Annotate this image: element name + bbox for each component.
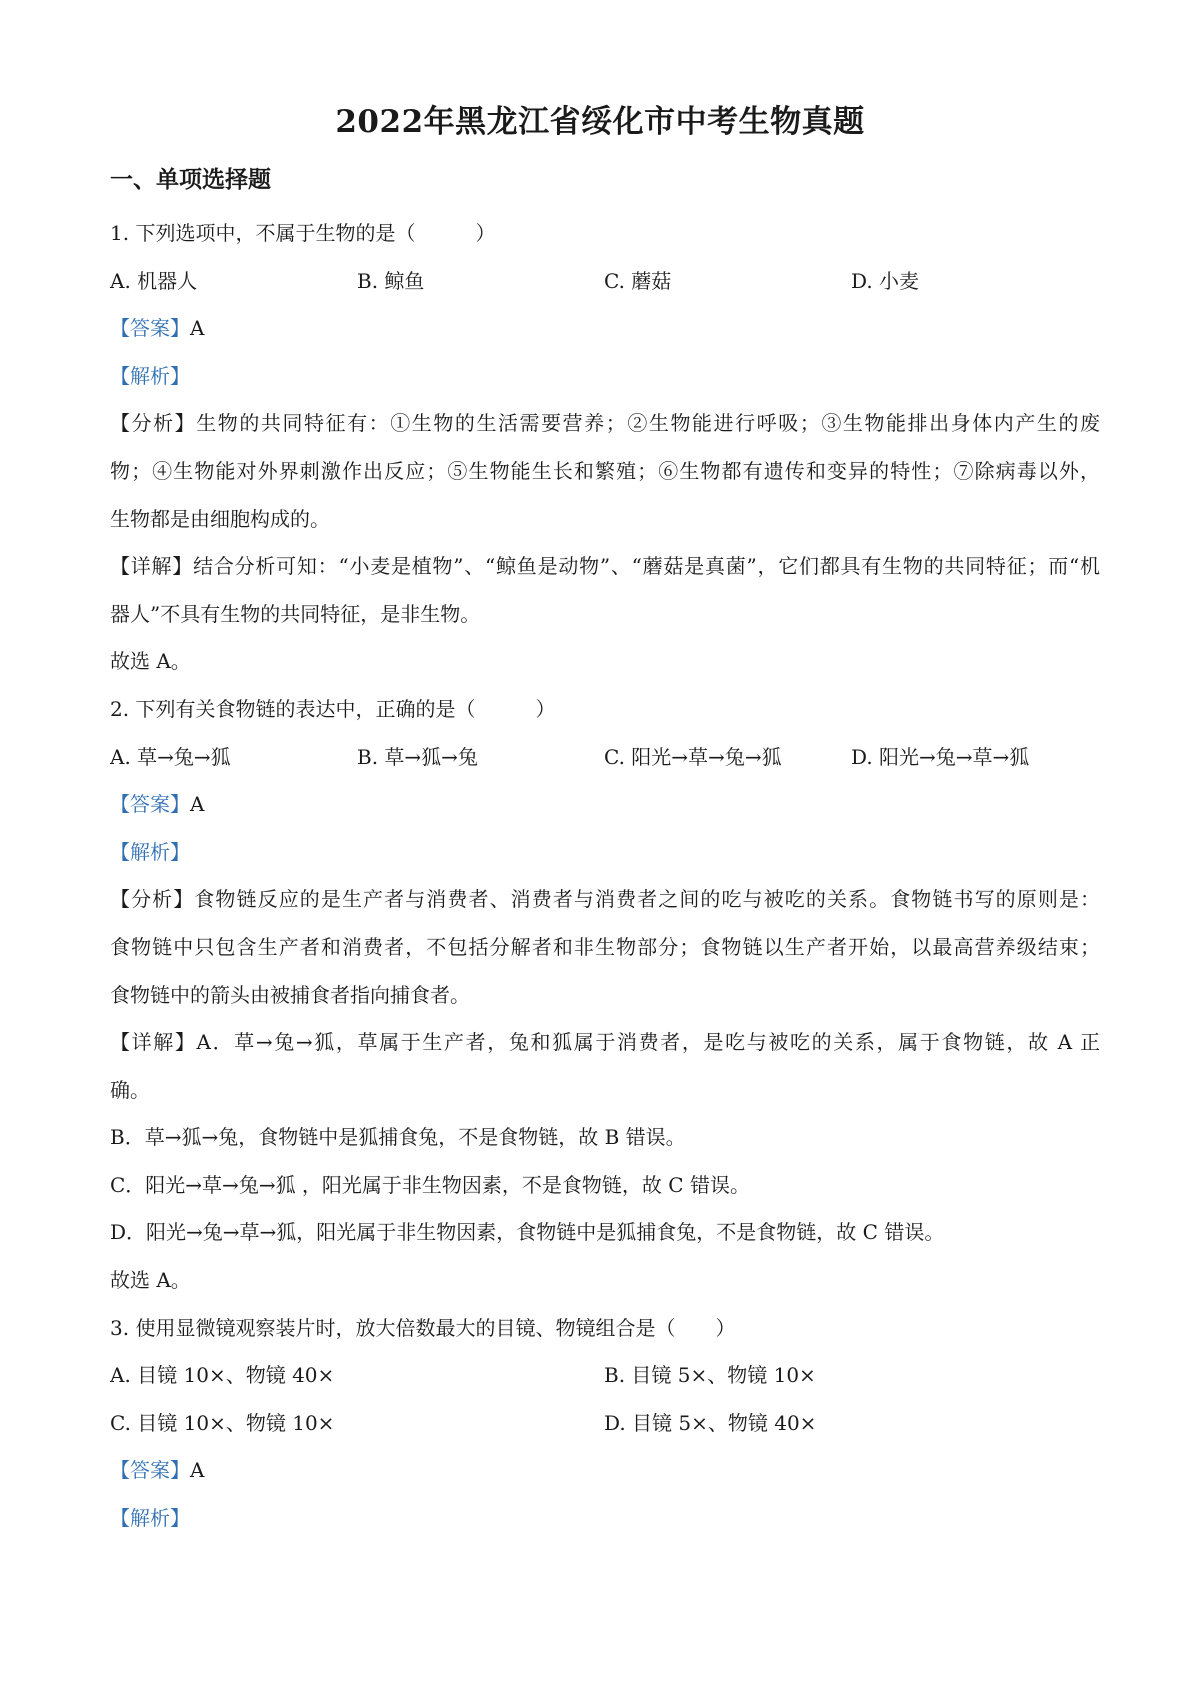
- question-1-stem: 1. 下列选项中，不属于生物的是（ ）: [110, 221, 496, 245]
- detail-line: 确。: [110, 1077, 150, 1102]
- answer-value: A: [190, 1458, 205, 1483]
- answer-value: A: [190, 792, 205, 817]
- option-b: B. 目镜 5×、物镜 10×: [604, 1363, 816, 1388]
- question-3-options-row-2: [110, 1400, 1100, 1448]
- detail-line: 【详解】A．草→兔→狐，草属于生产者，兔和狐属于消费者，是吃与被吃的关系，属于食物链，故 A 正: [110, 1030, 1100, 1055]
- answer-label: 【答案】: [110, 1458, 190, 1483]
- analysis-label: 【解析】: [110, 363, 190, 388]
- answer-label: 【答案】: [110, 316, 190, 341]
- question-3-analysis-head: [110, 1495, 1100, 1543]
- detail-line: D．阳光→兔→草→狐，阳光属于非生物因素，食物链中是狐捕食兔，不是食物链，故 C 错误。: [110, 1220, 945, 1245]
- conclusion: 故选 A。: [110, 649, 191, 674]
- analysis-line: 食物链中的箭头由被捕食者指向捕食者。: [110, 982, 470, 1007]
- analysis-line: 【分析】生物的共同特征有：①生物的生活需要营养；②生物能进行呼吸；③生物能排出身体内产生的废: [110, 411, 1100, 436]
- analysis-line: 物；④生物能对外界刺激作出反应；⑤生物能生长和繁殖；⑥生物都有遗传和变异的特性；⑦除病毒以外，: [110, 458, 1100, 483]
- answer-value: A: [190, 316, 205, 341]
- option-a: A. 草→兔→狐: [110, 744, 231, 769]
- analysis-label: 【解析】: [110, 1506, 190, 1531]
- option-d: D. 阳光→兔→草→狐: [851, 744, 1030, 769]
- option-b: B. 草→狐→兔: [357, 744, 478, 769]
- question-3-options-row-1: [110, 1352, 1100, 1400]
- question-2-stem: 2. 下列有关食物链的表达中，正确的是（ ）: [110, 696, 556, 721]
- option-c: C. 蘑菇: [604, 268, 672, 293]
- document-content: [110, 210, 1100, 1543]
- question-3-stem: 3. 使用显微镜观察装片时，放大倍数最大的目镜、物镜组合是（ ）: [110, 1315, 736, 1340]
- section-title: 一、单项选择题: [110, 166, 271, 193]
- question-1-answer: [110, 305, 1100, 353]
- analysis-line: 生物都是由细胞构成的。: [110, 506, 330, 531]
- analysis-line: 食物链中只包含生产者和消费者，不包括分解者和非生物部分；食物链以生产者开始，以最高营养级结束；: [110, 934, 1100, 959]
- detail-line: 【详解】结合分析可知：“小麦是植物”、“鲸鱼是动物”、“蘑菇是真菌”，它们都具有生物的共同特征；而“机: [110, 554, 1100, 579]
- analysis-line: 【分析】食物链反应的是生产者与消费者、消费者与消费者之间的吃与被吃的关系。食物链书写的原则是：: [110, 887, 1100, 912]
- question-2-options: [110, 734, 1100, 782]
- question-3-answer: [110, 1447, 1100, 1495]
- question-2-analysis-head: [110, 829, 1100, 877]
- question-2-answer: [110, 781, 1100, 829]
- page-title: 2022年黑龙江省绥化市中考生物真题: [335, 104, 865, 140]
- question-1-analysis-head: [110, 353, 1100, 401]
- conclusion: 故选 A。: [110, 1268, 191, 1293]
- option-d: D. 小麦: [851, 268, 920, 293]
- question-1-options: [110, 258, 1100, 306]
- detail-line: B．草→狐→兔，食物链中是狐捕食兔，不是食物链，故 B 错误。: [110, 1125, 686, 1150]
- option-a: A. 机器人: [110, 268, 198, 293]
- detail-line: 器人”不具有生物的共同特征，是非生物。: [110, 601, 481, 626]
- option-a: A. 目镜 10×、物镜 40×: [110, 1363, 335, 1388]
- detail-line: C．阳光→草→兔→狐 ，阳光属于非生物因素，不是食物链，故 C 错误。: [110, 1172, 750, 1197]
- option-d: D. 目镜 5×、物镜 40×: [604, 1410, 817, 1435]
- option-b: B. 鲸鱼: [357, 268, 425, 293]
- analysis-label: 【解析】: [110, 839, 190, 864]
- option-c: C. 目镜 10×、物镜 10×: [110, 1410, 335, 1435]
- option-c: C. 阳光→草→兔→狐: [604, 744, 782, 769]
- answer-label: 【答案】: [110, 792, 190, 817]
